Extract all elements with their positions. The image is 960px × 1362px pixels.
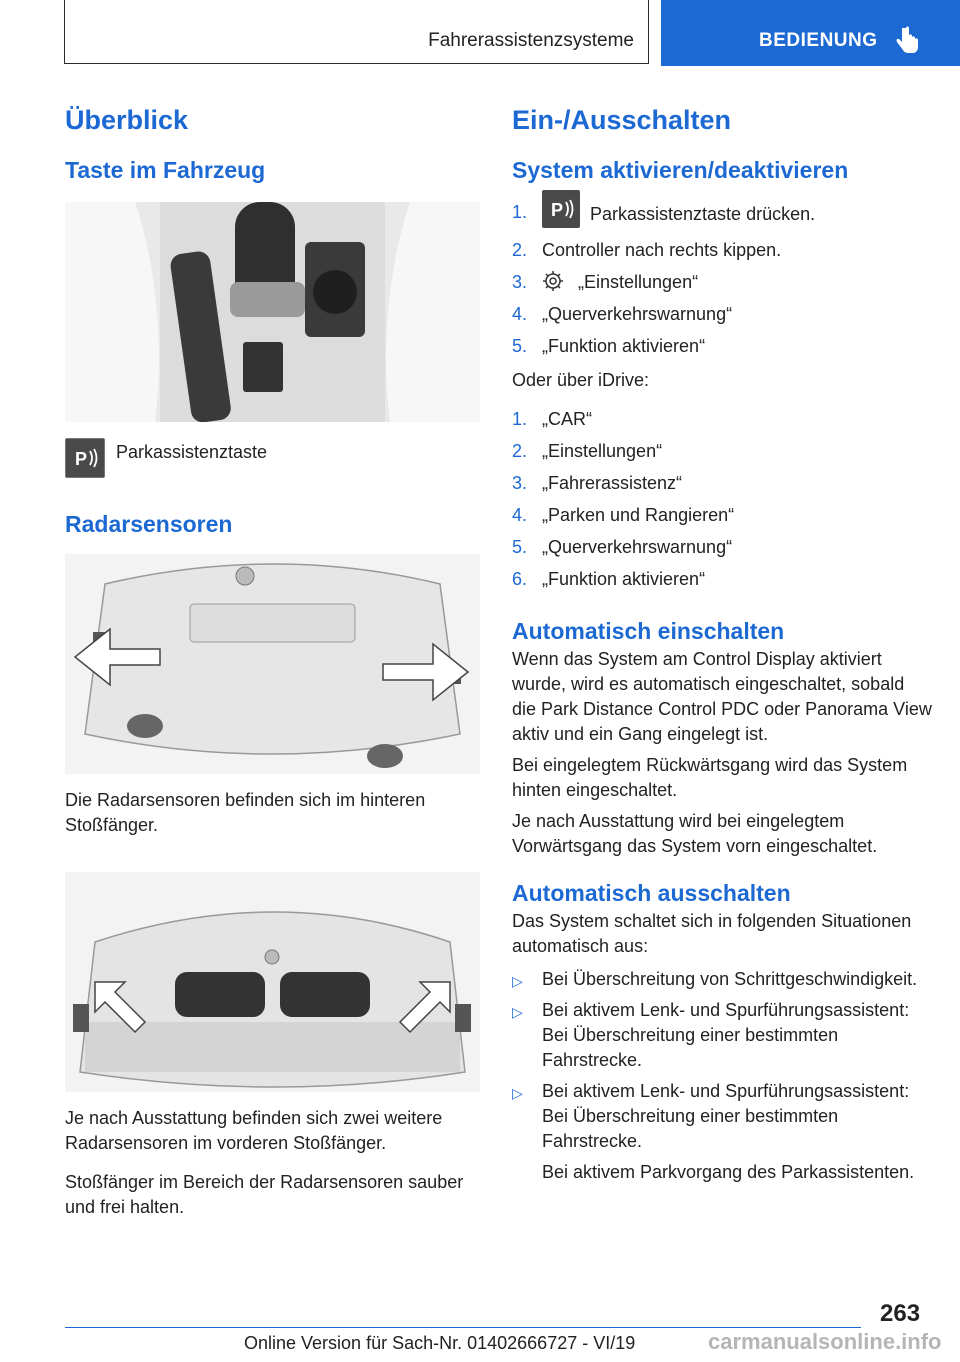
list-item: 3. „Einstellungen“ xyxy=(512,272,699,292)
parking-process-note: Bei aktivem Parkvorgang des Parkassistenten. xyxy=(542,1162,915,1182)
front-bumper-image xyxy=(65,872,480,1092)
front-sensors-text: Je nach Ausstattung befinden sich zwei weitere Radarsensoren im vorderen Stoßfänger. xyxy=(65,1108,443,1153)
on-off-heading: Ein-/Ausschalten xyxy=(512,105,732,135)
parking-button-legend xyxy=(65,438,481,480)
list-item: 2. „Einstellungen“ xyxy=(512,441,663,461)
svg-text:P: P xyxy=(551,200,564,220)
list-item: 4. „Parken und Rangieren“ xyxy=(512,505,735,525)
list-item: 5. „Funktion aktivieren“ xyxy=(512,336,706,356)
chapter-label: BEDIENUNG xyxy=(759,30,878,51)
rear-sensors-text: Die Radarsensoren befinden sich im hinteren Stoßfänger. xyxy=(65,790,426,835)
list-item: 1. P Parkassistenztaste drücken. xyxy=(512,196,932,234)
watermark: carmanualsonline.info xyxy=(708,1329,942,1354)
footer-version-text: Online Version für Sach-Nr. 01402666727 - VI/19 xyxy=(244,1333,636,1353)
or-idrive-text: Oder über iDrive: xyxy=(512,370,650,390)
parking-assistant-button-icon xyxy=(542,190,580,228)
list-item: 2. Controller nach rechts kippen. xyxy=(512,240,782,260)
auto-off-intro: Das System schaltet sich in folgenden Situationen automatisch aus: xyxy=(512,911,912,956)
rear-bumper-image xyxy=(65,554,480,774)
list-item: 4. „Querverkehrswarnung“ xyxy=(512,304,733,324)
triangle-bullet-icon: ▷ xyxy=(512,1004,523,1020)
parking-assistant-button-icon xyxy=(65,438,105,478)
button-in-vehicle-heading: Taste im Fahrzeug xyxy=(65,157,266,183)
overview-heading: Überblick xyxy=(65,105,189,135)
svg-text:P: P xyxy=(75,449,88,469)
auto-on-text-2: Bei eingelegtem Rückwärtsgang wird das System hinten eingeschaltet. xyxy=(512,755,908,800)
auto-on-text-3: Je nach Ausstattung wird bei eingelegtem Vorwärtsgang das System vorn eingeschaltet. xyxy=(512,811,878,856)
auto-on-heading: Automatisch einschalten xyxy=(512,618,785,644)
parking-button-label: Parkassistenztaste xyxy=(116,442,268,462)
hand-pointer-icon xyxy=(896,26,920,56)
auto-off-conditions xyxy=(512,967,932,1154)
auto-off-heading: Automatisch ausschalten xyxy=(512,880,791,906)
activation-steps xyxy=(512,196,932,362)
page-header xyxy=(0,0,960,66)
triangle-bullet-icon: ▷ xyxy=(512,1085,523,1101)
list-item: ▷ Bei aktivem Lenk- und Spurführungsassistent: Bei Überschreitung einer bestimmten Fahrstrecke. xyxy=(512,1081,910,1151)
page-number: 263 xyxy=(880,1300,921,1327)
radar-sensors-heading: Radarsensoren xyxy=(65,511,233,537)
idrive-steps xyxy=(512,403,932,595)
gear-icon xyxy=(542,270,564,292)
list-item: 5. „Querverkehrswarnung“ xyxy=(512,537,733,557)
clean-sensors-text: Stoßfänger im Bereich der Radarsensoren sauber und frei halten. xyxy=(65,1172,464,1217)
auto-on-text-1: Wenn das System am Control Display aktiviert wurde, wird es automatisch eingeschaltet, sobald die Park Distance Control PDC oder Panorama View aktiv und ein Gang eingelegt ist. xyxy=(512,649,932,744)
center-console-image xyxy=(65,202,480,422)
list-item: ▷ Bei Überschreitung von Schrittgeschwindigkeit. xyxy=(512,967,932,992)
list-item: ▷ Bei aktivem Lenk- und Spurführungsassistent: Bei Überschreitung einer bestimmten Fahrstrecke. xyxy=(512,1000,910,1070)
list-item: 1. „CAR“ xyxy=(512,409,592,429)
list-item: 6. „Funktion aktivieren“ xyxy=(512,569,706,589)
activate-system-heading: System aktivieren/deaktivieren xyxy=(512,157,849,183)
section-title: Fahrerassistenzsysteme xyxy=(64,0,649,64)
footer-divider xyxy=(65,1327,861,1328)
triangle-bullet-icon: ▷ xyxy=(512,973,523,989)
left-column xyxy=(65,100,481,1220)
list-item: 3. „Fahrerassistenz“ xyxy=(512,473,683,493)
chapter-tab xyxy=(661,0,960,66)
right-column xyxy=(512,100,932,1185)
